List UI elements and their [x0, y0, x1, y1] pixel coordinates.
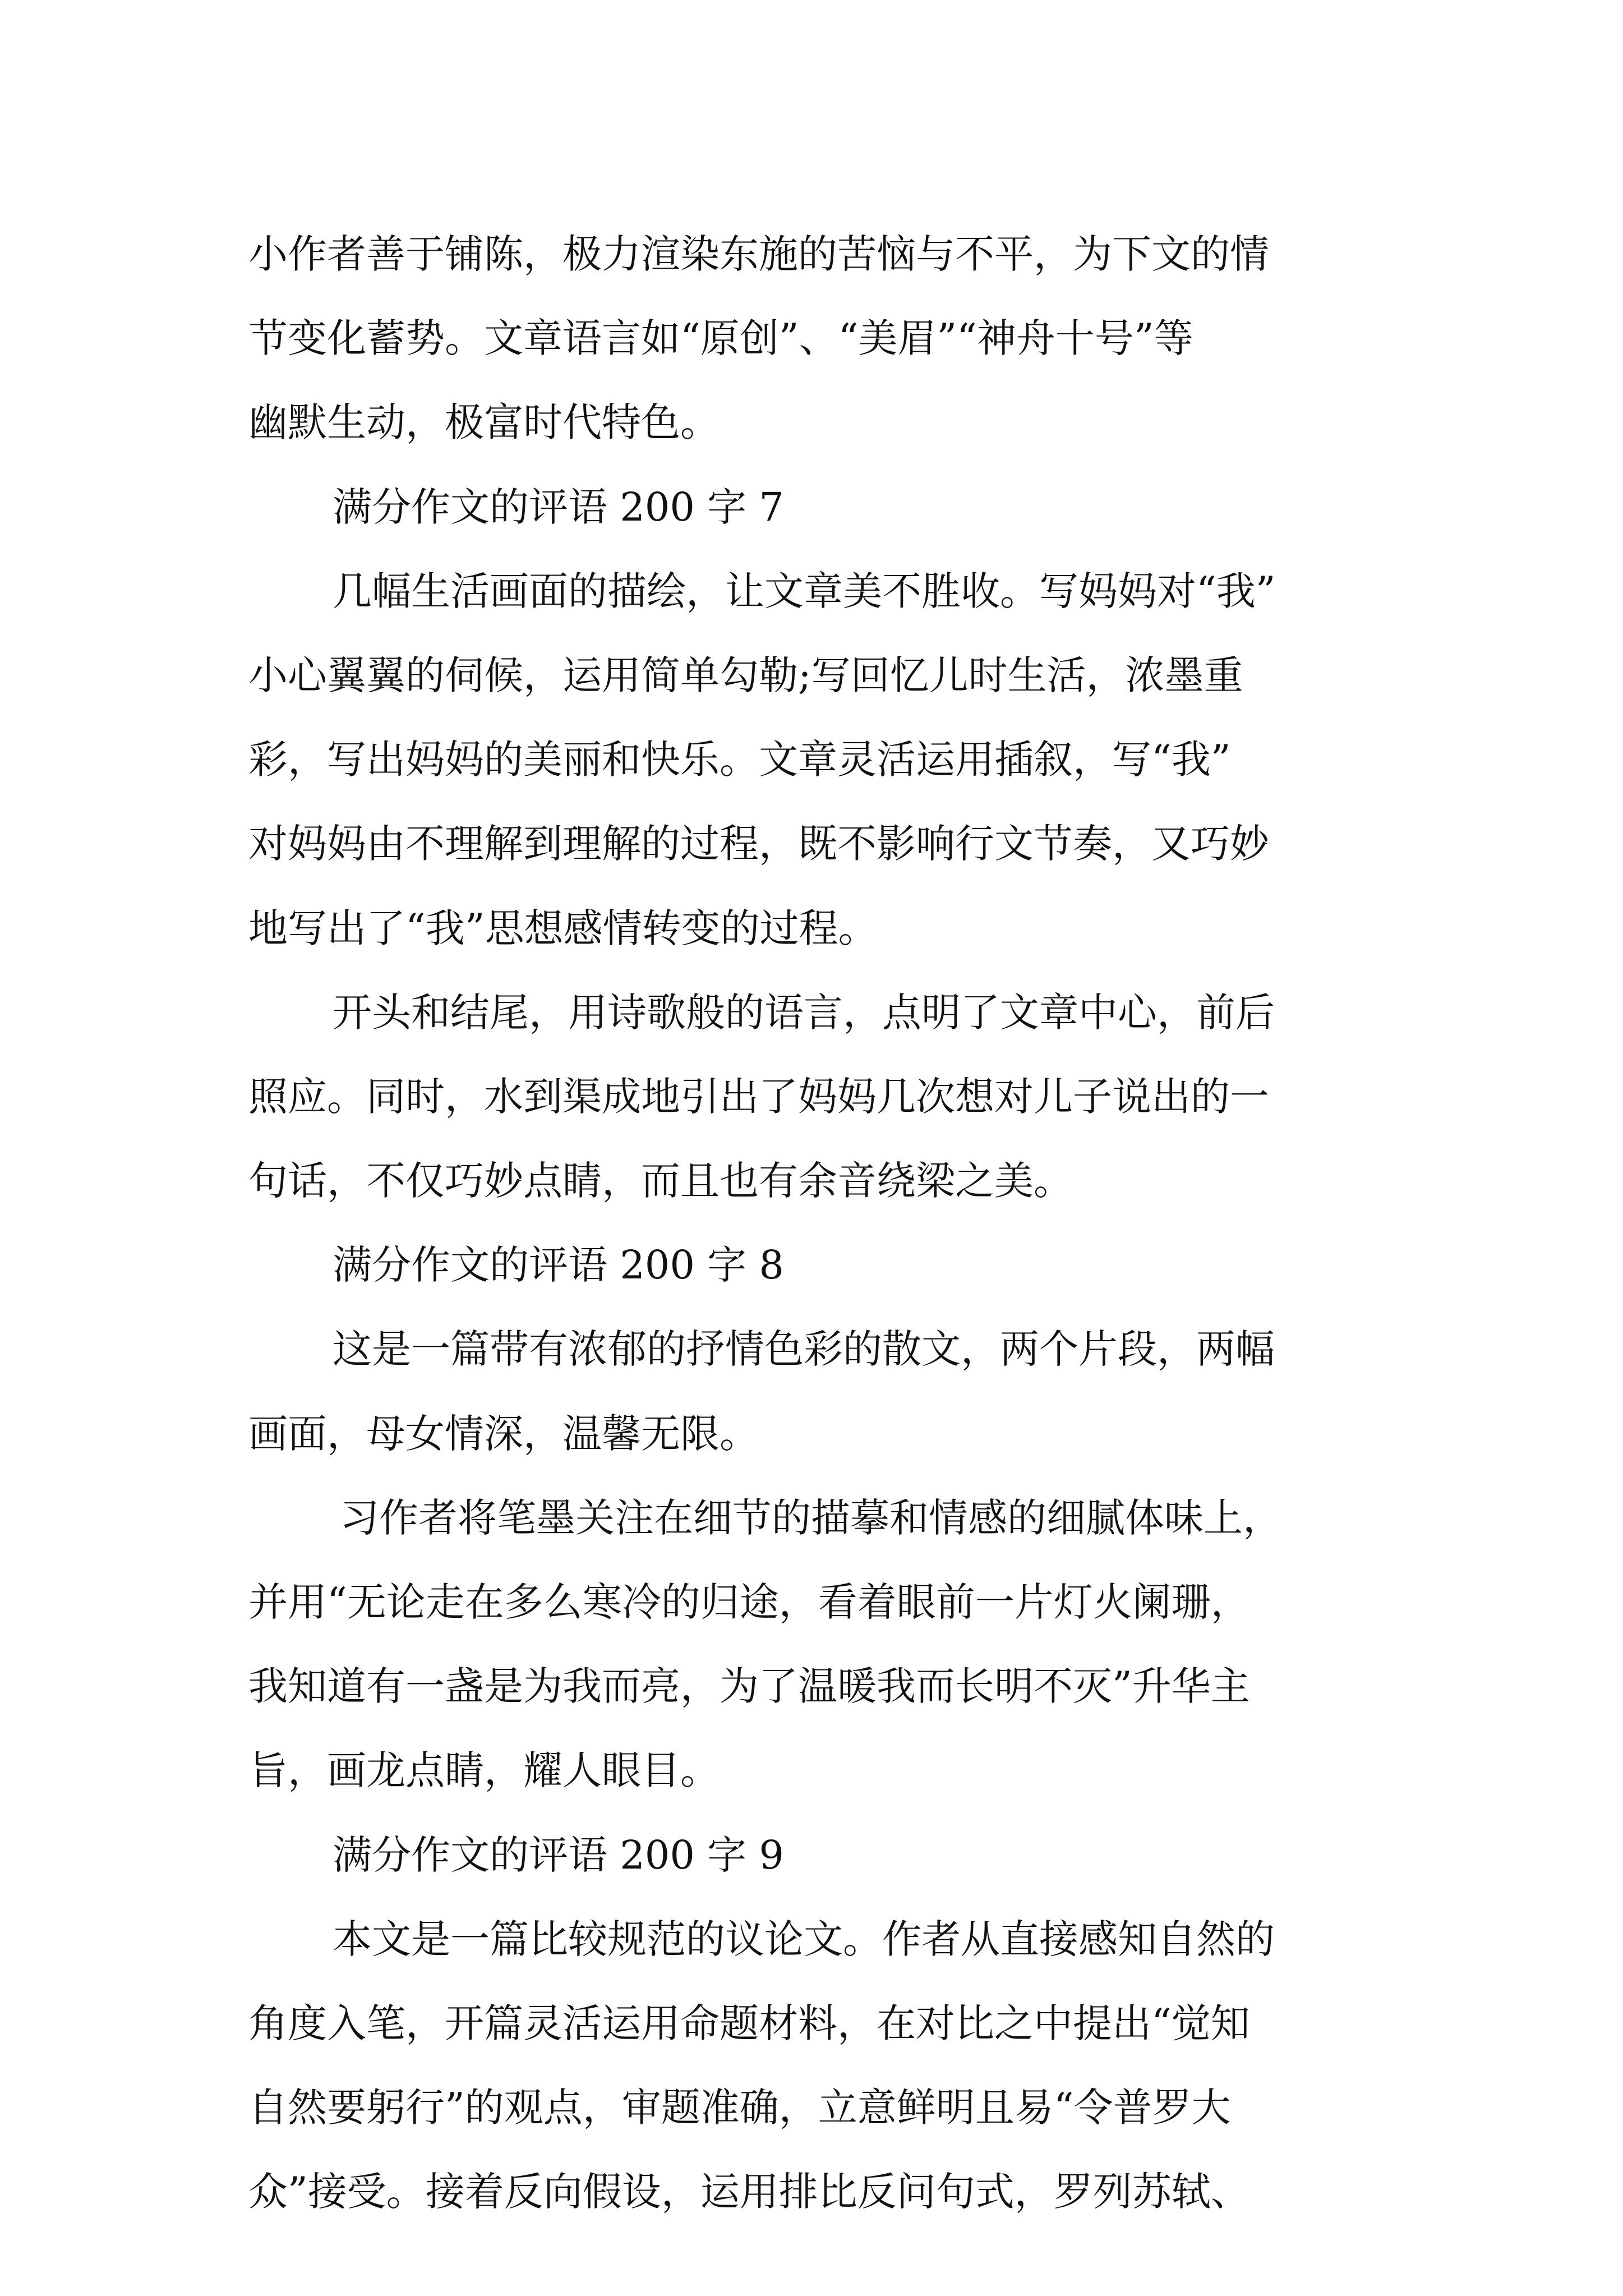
text-line: 本文是一篇比较规范的议论文。作者从直接感知自然的 [333, 1916, 1275, 1962]
text-line: 并用“无论走在多么寒冷的归途，看着眼前一片灯火阑珊， [248, 1579, 1250, 1625]
section-heading: 满分作文的评语 200 字 7 [333, 484, 784, 530]
text-line: 节变化蓄势。文章语言如“原创”、“美眉”“神舟十号”等 [248, 315, 1193, 362]
document-body [248, 212, 1387, 2234]
text-line: 角度入笔，开篇灵活运用命题材料，在对比之中提出“觉知 [248, 2000, 1250, 2046]
text-line: 开头和结尾，用诗歌般的语言，点明了文章中心，前后 [333, 989, 1275, 1036]
text-line: 我知道有一盏是为我而亮，为了温暖我而长明不灭”升华主 [248, 1663, 1250, 1710]
text-line: 自然要躬行”的观点，审题准确，立意鲜明且易“令普罗大 [248, 2085, 1231, 2131]
text-line: 幽默生动，极富时代特色。 [248, 399, 720, 446]
section-heading: 满分作文的评语 200 字 9 [333, 1832, 784, 1878]
text-line: 小心翼翼的伺候，运用简单勾勒;写回忆儿时生活，浓墨重 [248, 652, 1243, 698]
text-line: 习作者将笔墨关注在细节的描摹和情感的细腻体味上， [340, 1494, 1282, 1541]
text-line: 句话，不仅巧妙点睛，而且也有余音绕梁之美。 [248, 1158, 1073, 1204]
text-line: 小作者善于铺陈，极力渲染东施的苦恼与不平，为下文的情 [248, 231, 1269, 277]
text-line: 这是一篇带有浓郁的抒情色彩的散文，两个片段，两幅 [333, 1326, 1275, 1373]
text-line: 彩，写出妈妈的美丽和快乐。文章灵活运用插叙，写“我” [248, 737, 1231, 783]
text-line: 画面，母女情深，温馨无限。 [248, 1410, 759, 1457]
section-heading: 满分作文的评语 200 字 8 [333, 1242, 784, 1289]
text-line: 地写出了“我”思想感情转变的过程。 [248, 905, 878, 951]
text-line: 众”接受。接着反向假设，运用排比反问句式，罗列苏轼、 [248, 2169, 1250, 2215]
text-line: 旨，画龙点睛，耀人眼目。 [248, 1747, 720, 1794]
text-line: 几幅生活画面的描绘，让文章美不胜收。写妈妈对“我” [333, 568, 1276, 614]
text-line: 照应。同时，水到渠成地引出了妈妈几次想对儿子说出的一 [248, 1073, 1269, 1120]
text-line: 对妈妈由不理解到理解的过程，既不影响行文节奏，又巧妙 [248, 821, 1269, 867]
